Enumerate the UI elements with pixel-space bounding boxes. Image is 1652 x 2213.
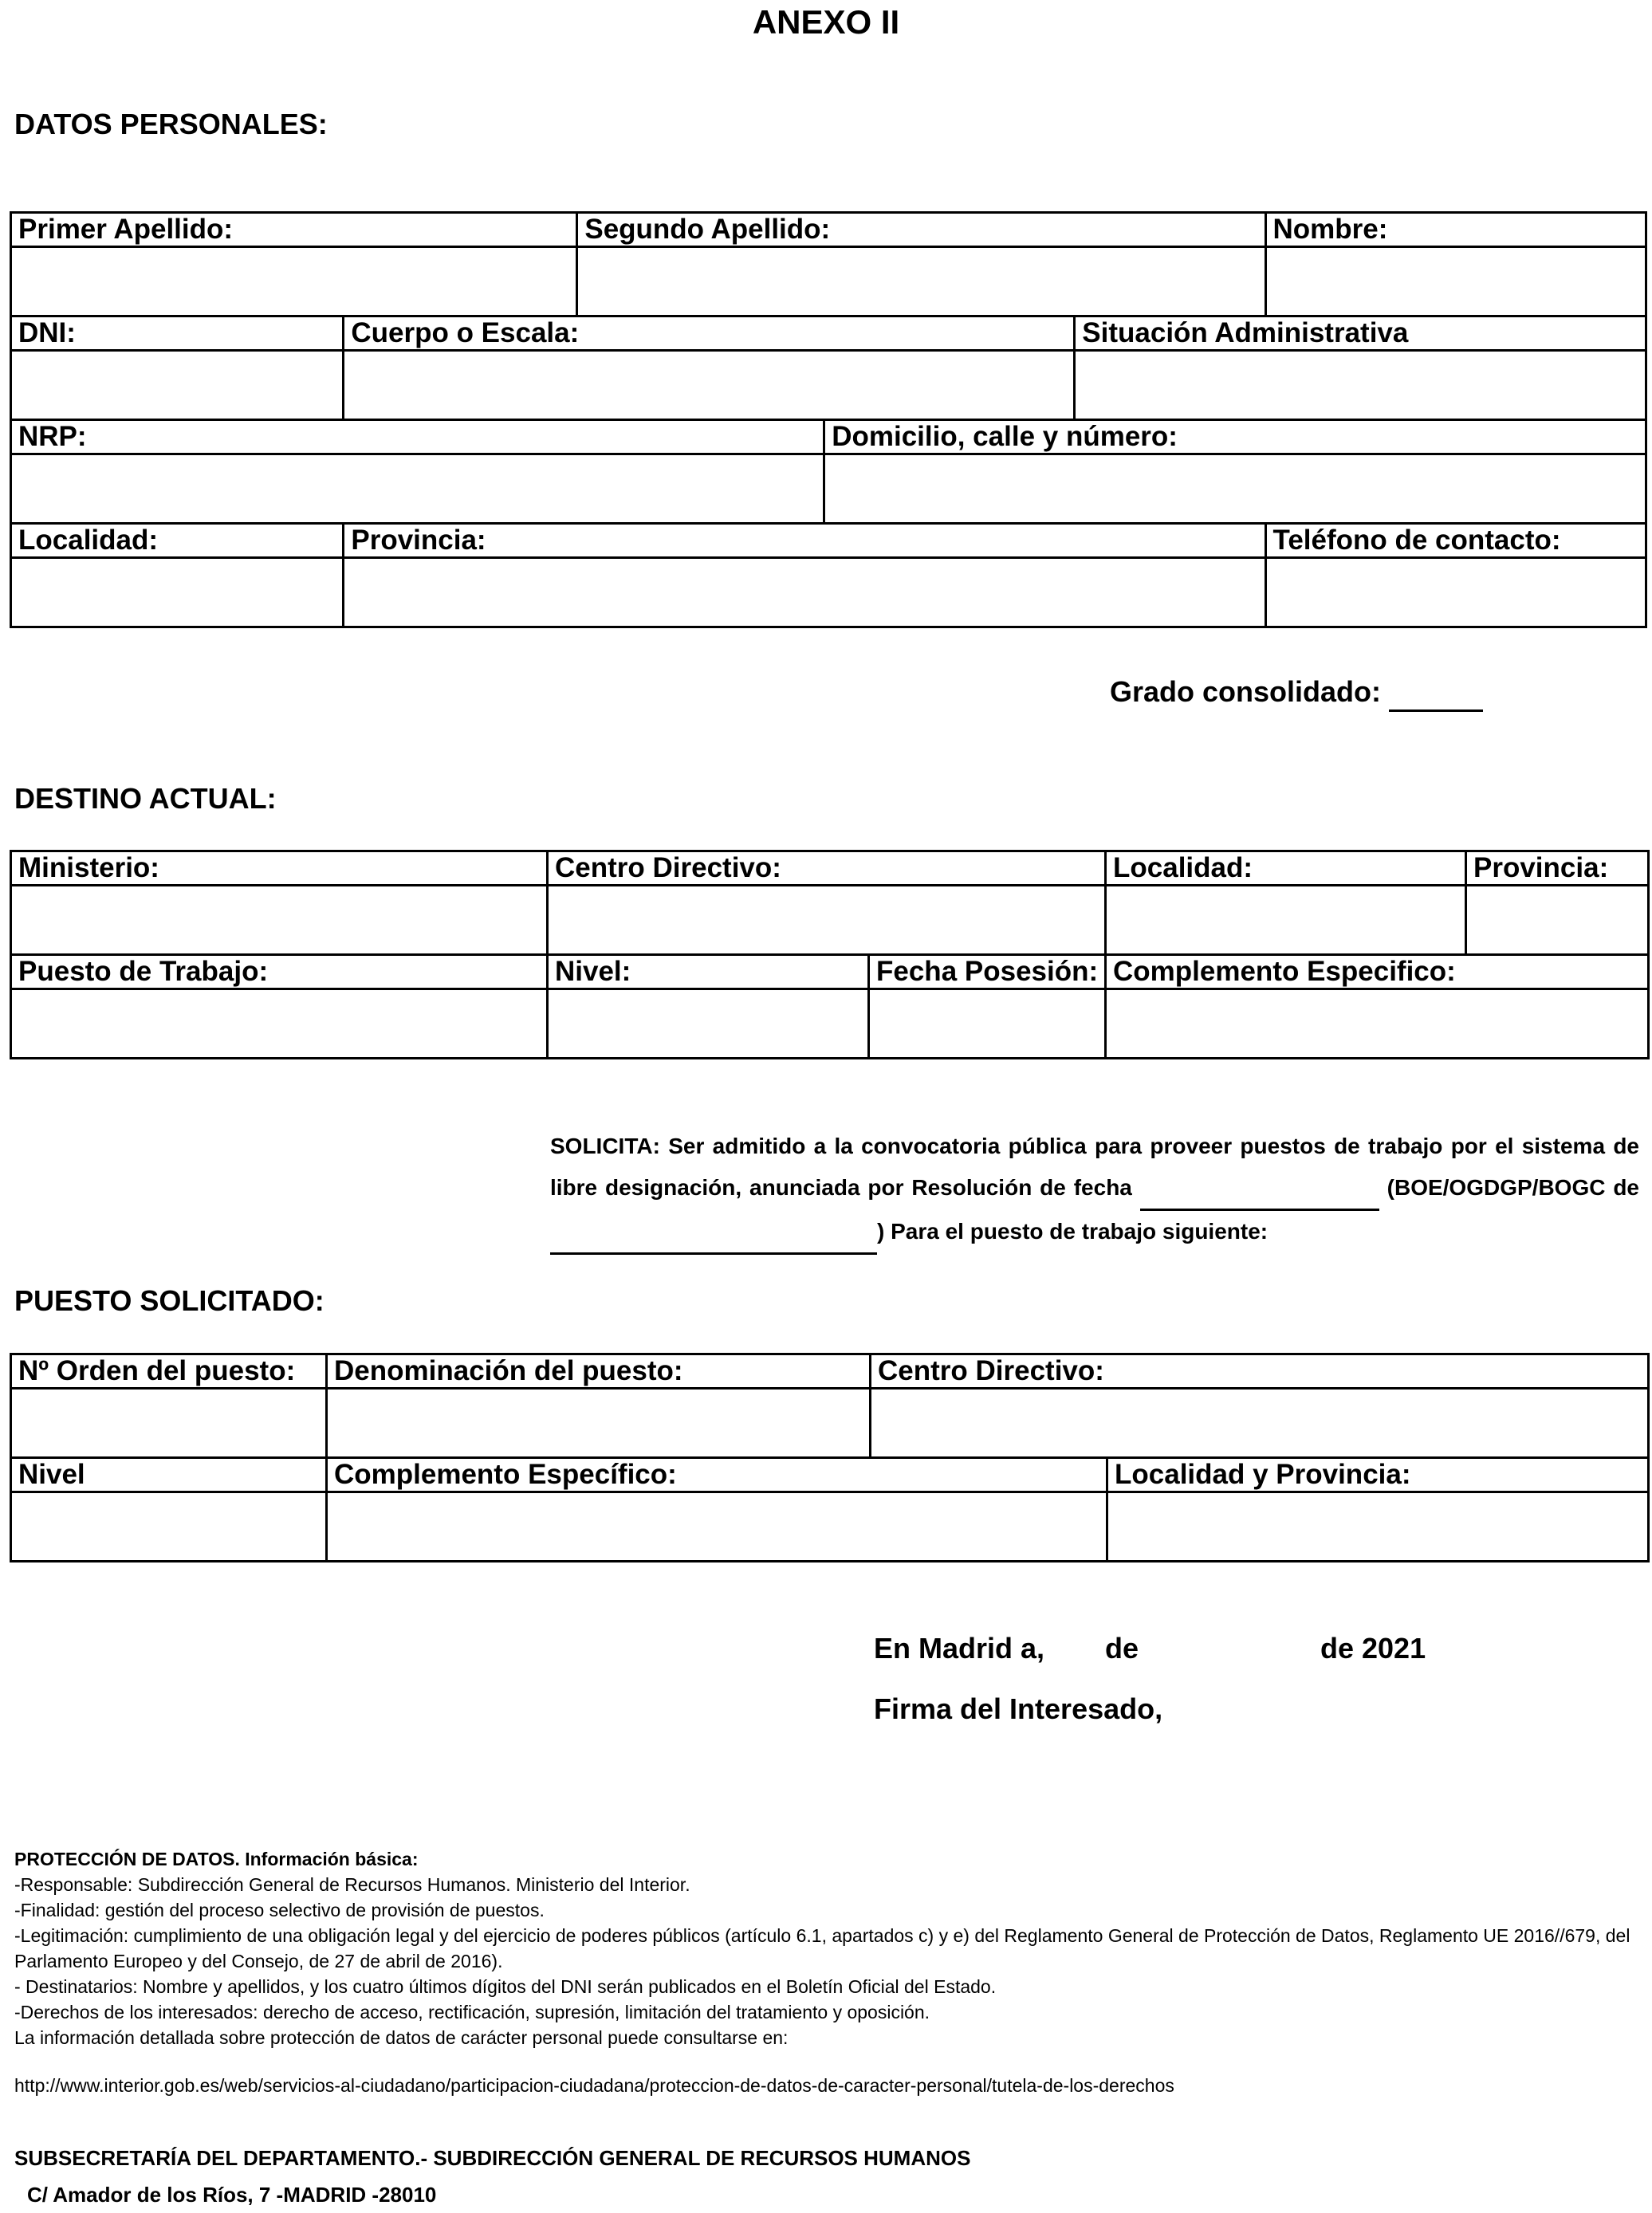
firma-interesado: Firma del Interesado, [874, 1692, 1163, 1725]
field-localidad-destino[interactable] [1106, 886, 1466, 955]
section-heading-destino-actual: DESTINO ACTUAL: [14, 782, 277, 815]
solicita-text: SOLICITA: Ser admitido a la convocatoria pública para proveer puestos de trabajo por el sistema de libre designación, anunciada por Resolución de fecha [550, 1134, 1639, 1200]
field-provincia-destino[interactable] [1466, 886, 1649, 955]
label-provincia: Provincia: [344, 524, 1265, 558]
label-localidad: Localidad: [11, 524, 344, 558]
proteccion-line: -Responsable: Subdirección General de Recursos Humanos. Ministerio del Interior. [14, 1874, 690, 1895]
footer-subsecretaria: SUBSECRETARÍA DEL DEPARTAMENTO.- SUBDIRECCIÓN GENERAL DE RECURSOS HUMANOS [14, 2146, 971, 2170]
label-situacion-administrativa: Situación Administrativa [1075, 316, 1646, 351]
label-localidad-provincia: Localidad y Provincia: [1107, 1458, 1649, 1492]
field-complemento-especifico-solicitado[interactable] [327, 1492, 1107, 1562]
label-localidad-destino: Localidad: [1106, 851, 1466, 886]
field-primer-apellido[interactable] [11, 247, 577, 316]
label-telefono: Teléfono de contacto: [1265, 524, 1646, 558]
label-nivel-solicitado: Nivel [11, 1458, 327, 1492]
proteccion-line: La información detallada sobre protección de datos de carácter personal puede consultarse en: [14, 2027, 789, 2048]
label-complemento-especifico-solicitado: Complemento Específico: [327, 1458, 1107, 1492]
proteccion-heading: PROTECCIÓN DE DATOS. Información básica: [14, 1849, 419, 1869]
puesto-solicitado-table [10, 1353, 1650, 1562]
field-localidad-provincia[interactable] [1107, 1492, 1649, 1562]
field-nivel-destino[interactable] [548, 989, 869, 1059]
label-n-orden: Nº Orden del puesto: [11, 1354, 327, 1389]
boe-fecha-blank[interactable] [550, 1211, 877, 1255]
field-centro-directivo[interactable] [548, 886, 1106, 955]
section-heading-datos-personales: DATOS PERSONALES: [14, 108, 328, 140]
proteccion-line: -Derechos de los interesados: derecho de acceso, rectificación, supresión, limitación del tratamiento y oposición. [14, 2002, 930, 2022]
field-situacion-administrativa[interactable] [1075, 351, 1646, 420]
de-text: de [1105, 1632, 1139, 1665]
grado-consolidado-blank[interactable] [1389, 674, 1483, 712]
label-cuerpo-escala: Cuerpo o Escala: [344, 316, 1075, 351]
label-dni: DNI: [11, 316, 344, 351]
label-nombre: Nombre: [1265, 213, 1646, 247]
proteccion-line: -Legitimación: cumplimiento de una obligación legal y del ejercicio de poderes públicos (artículo 6.1, apartados c) y e) del Reglamento General de Protección de Datos, Reglamento UE 2016//679, del Parlamento Europeo y del Consejo, de 27 de abril de 2016). [14, 1925, 1630, 1971]
page-title: ANEXO II [752, 3, 900, 41]
field-telefono[interactable] [1265, 558, 1646, 627]
label-centro-directivo-solicitado: Centro Directivo: [871, 1354, 1649, 1389]
solicita-paragraph [550, 1126, 1639, 1255]
grado-consolidado [1110, 674, 1483, 712]
label-complemento-especifico-destino: Complemento Especifico: [1106, 955, 1649, 989]
label-ministerio: Ministerio: [11, 851, 548, 886]
proteccion-line: - Destinatarios: Nombre y apellidos, y los cuatro últimos dígitos del DNI serán publicados en el Boletín Oficial del Estado. [14, 1976, 997, 1997]
label-nrp: NRP: [11, 420, 824, 454]
proteccion-url[interactable]: http://www.interior.gob.es/web/servicios-al-ciudadano/participacion-ciudadana/proteccion-de-datos-de-caracter-personal/tutela-de-los-derechos [14, 2075, 1174, 2096]
solicita-puesto-text: ) Para el puesto de trabajo siguiente: [877, 1219, 1268, 1244]
field-provincia[interactable] [344, 558, 1265, 627]
proteccion-datos [14, 1846, 1633, 2050]
resolucion-fecha-blank[interactable] [1140, 1167, 1379, 1211]
label-fecha-posesion: Fecha Posesión: [869, 955, 1106, 989]
lugar-fecha [874, 1631, 1426, 1666]
datos-personales-table [10, 211, 1647, 628]
label-puesto-trabajo: Puesto de Trabajo: [11, 955, 548, 989]
label-centro-directivo: Centro Directivo: [548, 851, 1106, 886]
destino-actual-table [10, 850, 1650, 1059]
field-complemento-especifico-destino[interactable] [1106, 989, 1649, 1059]
field-nombre[interactable] [1265, 247, 1646, 316]
field-localidad[interactable] [11, 558, 344, 627]
label-primer-apellido: Primer Apellido: [11, 213, 577, 247]
label-provincia-destino: Provincia: [1466, 851, 1649, 886]
label-domicilio: Domicilio, calle y número: [824, 420, 1646, 454]
field-dni[interactable] [11, 351, 344, 420]
grado-consolidado-label: Grado consolidado: [1110, 675, 1382, 708]
section-heading-puesto-solicitado: PUESTO SOLICITADO: [14, 1284, 324, 1317]
de-2021-text: de 2021 [1320, 1632, 1426, 1665]
en-madrid-text: En Madrid a, [874, 1632, 1045, 1665]
solicita-boe: (BOE/OGDGP/BOGC de [1386, 1175, 1640, 1200]
field-puesto-trabajo[interactable] [11, 989, 548, 1059]
field-nivel-solicitado[interactable] [11, 1492, 327, 1562]
field-domicilio[interactable] [824, 454, 1646, 524]
label-nivel-destino: Nivel: [548, 955, 869, 989]
label-denominacion: Denominación del puesto: [327, 1354, 871, 1389]
field-denominacion[interactable] [327, 1389, 871, 1458]
field-cuerpo-escala[interactable] [344, 351, 1075, 420]
field-segundo-apellido[interactable] [577, 247, 1265, 316]
field-n-orden[interactable] [11, 1389, 327, 1458]
field-centro-directivo-solicitado[interactable] [871, 1389, 1649, 1458]
field-ministerio[interactable] [11, 886, 548, 955]
field-fecha-posesion[interactable] [869, 989, 1106, 1059]
label-segundo-apellido: Segundo Apellido: [577, 213, 1265, 247]
footer-address: C/ Amador de los Ríos, 7 -MADRID -28010 [27, 2183, 437, 2207]
proteccion-line: -Finalidad: gestión del proceso selectivo de provisión de puestos. [14, 1900, 545, 1920]
field-nrp[interactable] [11, 454, 824, 524]
